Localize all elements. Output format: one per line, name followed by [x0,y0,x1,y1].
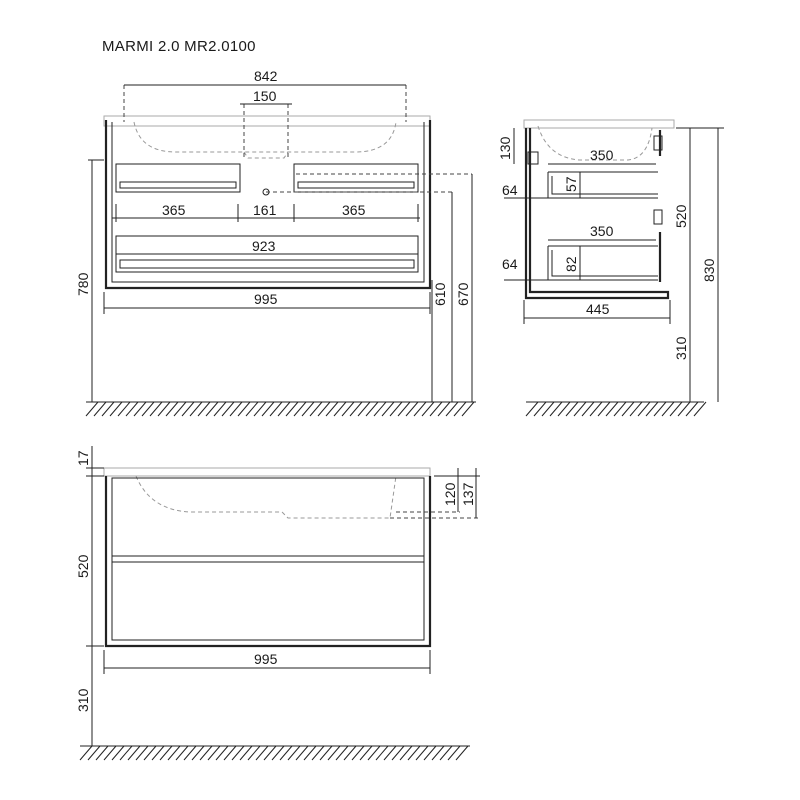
bottom-floor-hatch [80,746,468,760]
dim-610: 610 [432,282,448,306]
dim-350-upper: 350 [590,147,614,163]
dim-445: 445 [586,301,610,317]
bottom-lower-drawer [112,562,424,640]
dim-842: 842 [254,68,278,84]
front-floor-hatch [86,402,474,416]
dim-995-bottom: 995 [254,651,278,667]
bottom-basin [136,476,396,518]
dim-830: 830 [701,258,717,282]
dim-64-upper: 64 [502,182,518,198]
dim-365-right: 365 [342,202,366,218]
dim-120: 120 [442,482,458,506]
bottom-cabinet-body [106,476,430,646]
bottom-upper-drawer [112,478,424,556]
dim-150: 150 [253,88,277,104]
dim-57: 57 [563,176,579,192]
dim-995-front: 995 [254,291,278,307]
dim-17: 17 [75,450,91,466]
dim-310-side: 310 [673,336,689,360]
bottom-view [75,446,480,760]
dim-137: 137 [460,482,476,506]
dim-780: 780 [75,272,91,296]
dim-64-lower: 64 [502,256,518,272]
drawing-title: MARMI 2.0 MR2.0100 [102,38,256,55]
dim-670: 670 [455,282,471,306]
front-worktop [104,116,430,126]
dim-923: 923 [252,238,276,254]
dim-365-left: 365 [162,202,186,218]
dim-310-bottom: 310 [75,688,91,712]
side-view [497,120,724,416]
side-worktop [524,120,674,128]
dim-520-side: 520 [673,204,689,228]
dim-520-bottom: 520 [75,554,91,578]
front-view [75,68,476,416]
bottom-worktop [104,468,430,476]
dim-161: 161 [253,202,277,218]
dim-82: 82 [563,256,579,272]
dim-130: 130 [497,136,513,160]
side-floor-hatch [526,402,706,416]
dim-350-lower: 350 [590,223,614,239]
